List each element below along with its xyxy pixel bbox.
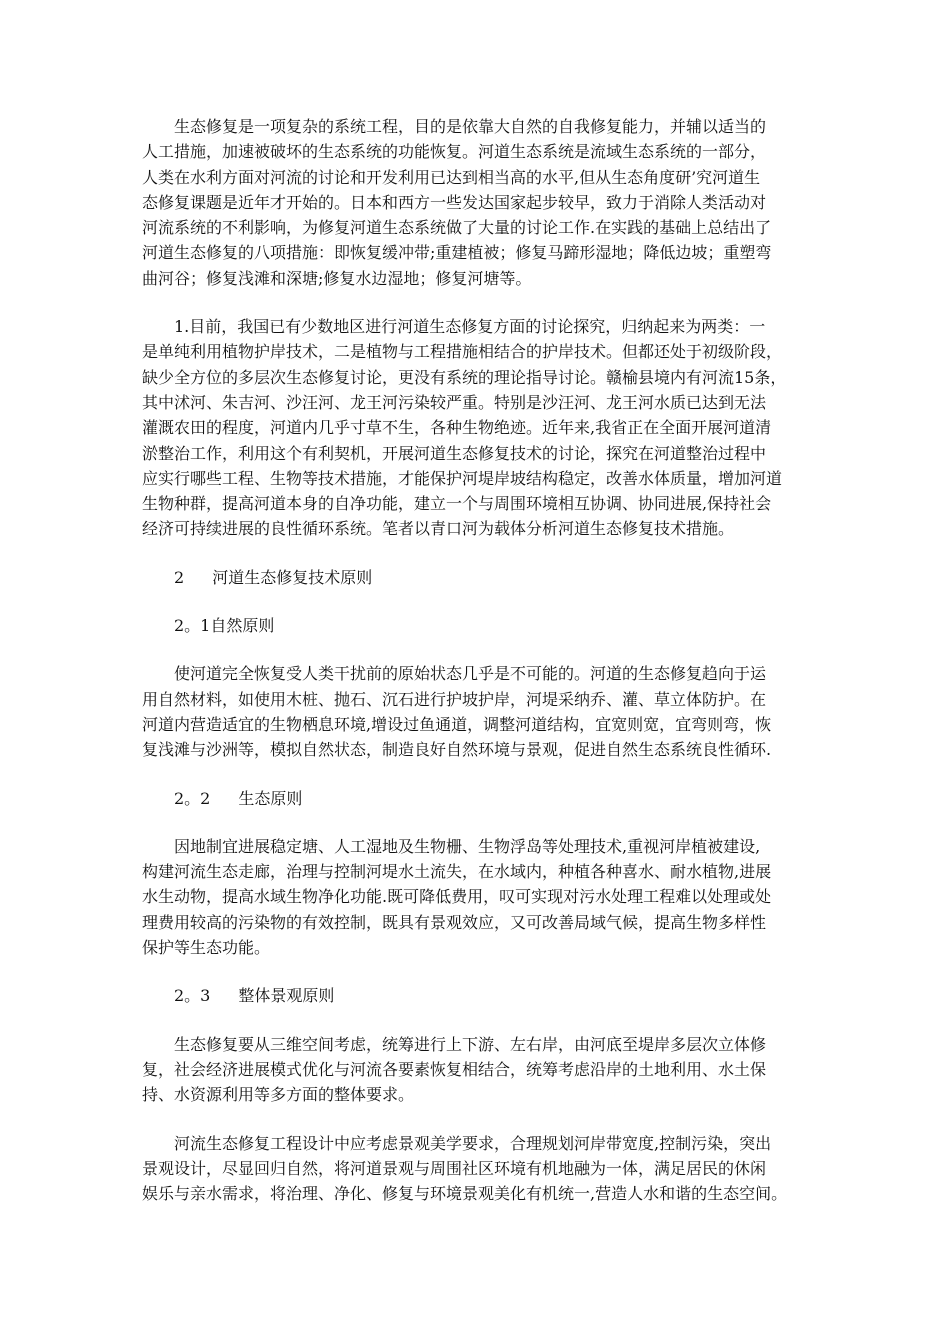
text-line: 生态修复要从三维空间考虑，统筹进行上下游、左右岸，由河底至堤岸多层次立体修 [174, 1034, 767, 1054]
paragraph-landscape-principle [142, 1032, 818, 1108]
text-line: 河流生态修复工程设计中应考虑景观美学要求，合理规划河岸带宽度,控制污染，突出 [174, 1133, 772, 1153]
paragraph-natural-principle [142, 661, 818, 762]
text-line: 其中沭河、朱吉河、沙汪河、龙王河污染较严重。特别是沙汪河、龙王河水质已达到无法 [142, 392, 767, 412]
section-heading-2-3 [142, 983, 818, 1008]
paragraph-intro [142, 114, 818, 291]
text-line: 人工措施，加速被破坏的生态系统的功能恢复。河道生态系统是流域生态系统的一部分， [142, 142, 767, 162]
section-heading-2-2 [142, 786, 818, 811]
text-line: 经济可持续进展的良性循环系统。笔者以青口河为载体分析河道生态修复技术措施。 [142, 519, 735, 539]
text-line: 保护等生态功能。 [142, 938, 271, 958]
text-line: 因地制宜进展稳定塘、人工湿地及生物栅、生物浮岛等处理技术,重视河岸植被建设, [174, 836, 761, 856]
text-line: 态修复课题是近年才开始的。日本和西方一些发达国家起步较早，致力于消除人类活动对 [142, 192, 767, 212]
text-line: 人类在水利方面对河流的讨论和开发利用已达到相当高的水平,但从生态角度研’究河道生 [142, 167, 761, 187]
text-line: 是单纯利用植物护岸技术，二是植物与工程措施相结合的护岸技术。但都还处于初级阶段， [142, 342, 783, 362]
text-line: 应实行哪些工程、生物等技术措施，才能保护河堤岸坡结构稳定，改善水体质量，增加河道 [142, 468, 783, 488]
text-line: 生物种群，提高河道本身的自净功能，建立一个与周围环境相互协调、协同进展,保持社会 [142, 494, 772, 514]
text-line: 河流系统的不利影响，为修复河道生态系统做了大量的讨论工作.在实践的基础上总结出了 [142, 218, 772, 238]
text-line: 娱乐与亲水需求，将治理、净化、修复与环境景观美化有机统一,营造人水和谐的生态空间。 [142, 1184, 788, 1204]
text-line: 缺少全方位的多层次生态修复讨论，更没有系统的理论指导讨论。赣榆县境内有河流15条， [142, 367, 787, 387]
text-line: 理费用较高的污染物的有效控制，既具有景观效应，又可改善局域气候，提高生物多样性 [142, 912, 767, 932]
section-heading-2 [142, 565, 818, 590]
text-line: 水生动物，提高水域生物净化功能.既可降低费用，叹可实现对污水处理工程难以处理或处 [142, 887, 772, 907]
text-line: 生态修复是一项复杂的系统工程，目的是依靠大自然的自我修复能力，并辅以适当的 [174, 117, 767, 136]
text-line: 河道生态修复的八项措施：即恢复缓冲带;重建植被；修复马蹄形湿地；降低边坡；重塑弯 [142, 243, 772, 263]
section-title: 河道生态修复技术原则 [212, 567, 373, 587]
text-line: 用自然材料，如使用木桩、抛石、沉石进行护坡护岸，河堤采纳乔、灌、草立体防护。在 [142, 689, 767, 709]
section-number: 2 [174, 567, 185, 587]
section-title: 2。1自然原则 [174, 616, 275, 636]
text-line: 复浅滩与沙洲等，模拟自然状态，制造良好自然环境与景观，促进自然生态系统良性循环. [142, 740, 772, 760]
section-number: 2。3 [174, 986, 211, 1006]
text-line: 复，社会经济进展模式优化与河流各要素恢复相结合，统筹考虑沿岸的土地利用、水土保 [142, 1059, 767, 1079]
section-heading-2-1 [142, 613, 818, 638]
paragraph-landscape-design [142, 1131, 818, 1207]
text-line: 使河道完全恢复受人类干扰前的原始状态几乎是不可能的。河道的生态修复趋向于运 [174, 664, 767, 684]
section-title: 生态原则 [238, 788, 303, 808]
paragraph-current-status [142, 314, 818, 542]
paragraph-ecological-principle [142, 834, 818, 960]
text-line: 河道内营造适宜的生物栖息环境,增设过鱼通道，调整河道结构，宜宽则宽，宜弯则弯，恢 [142, 714, 772, 734]
document-body [142, 114, 818, 1229]
text-line: 1.目前，我国已有少数地区进行河道生态修复方面的讨论探究，归纳起来为两类：一 [174, 317, 766, 337]
text-line: 持、水资源利用等多方面的整体要求。 [142, 1085, 415, 1105]
text-line: 灌溉农田的程度，河道内几乎寸草不生，各种生物绝迹。近年来,我省正在全面开展河道清 [142, 418, 772, 438]
section-number: 2。2 [174, 788, 211, 808]
text-line: 构建河流生态走廊，治理与控制河堤水土流失，在水域内，种植各种喜水、耐水植物,进展 [142, 862, 772, 882]
section-title: 整体景观原则 [238, 986, 335, 1006]
text-line: 淤整治工作，利用这个有利契机，开展河道生态修复技术的讨论，探究在河道整治过程中 [142, 443, 767, 463]
text-line: 景观设计，尽显回归自然，将河道景观与周围社区环境有机地融为一体，满足居民的休闲 [142, 1158, 767, 1178]
text-line: 曲河谷；修复浅滩和深塘;修复水边湿地；修复河塘等。 [142, 268, 532, 288]
